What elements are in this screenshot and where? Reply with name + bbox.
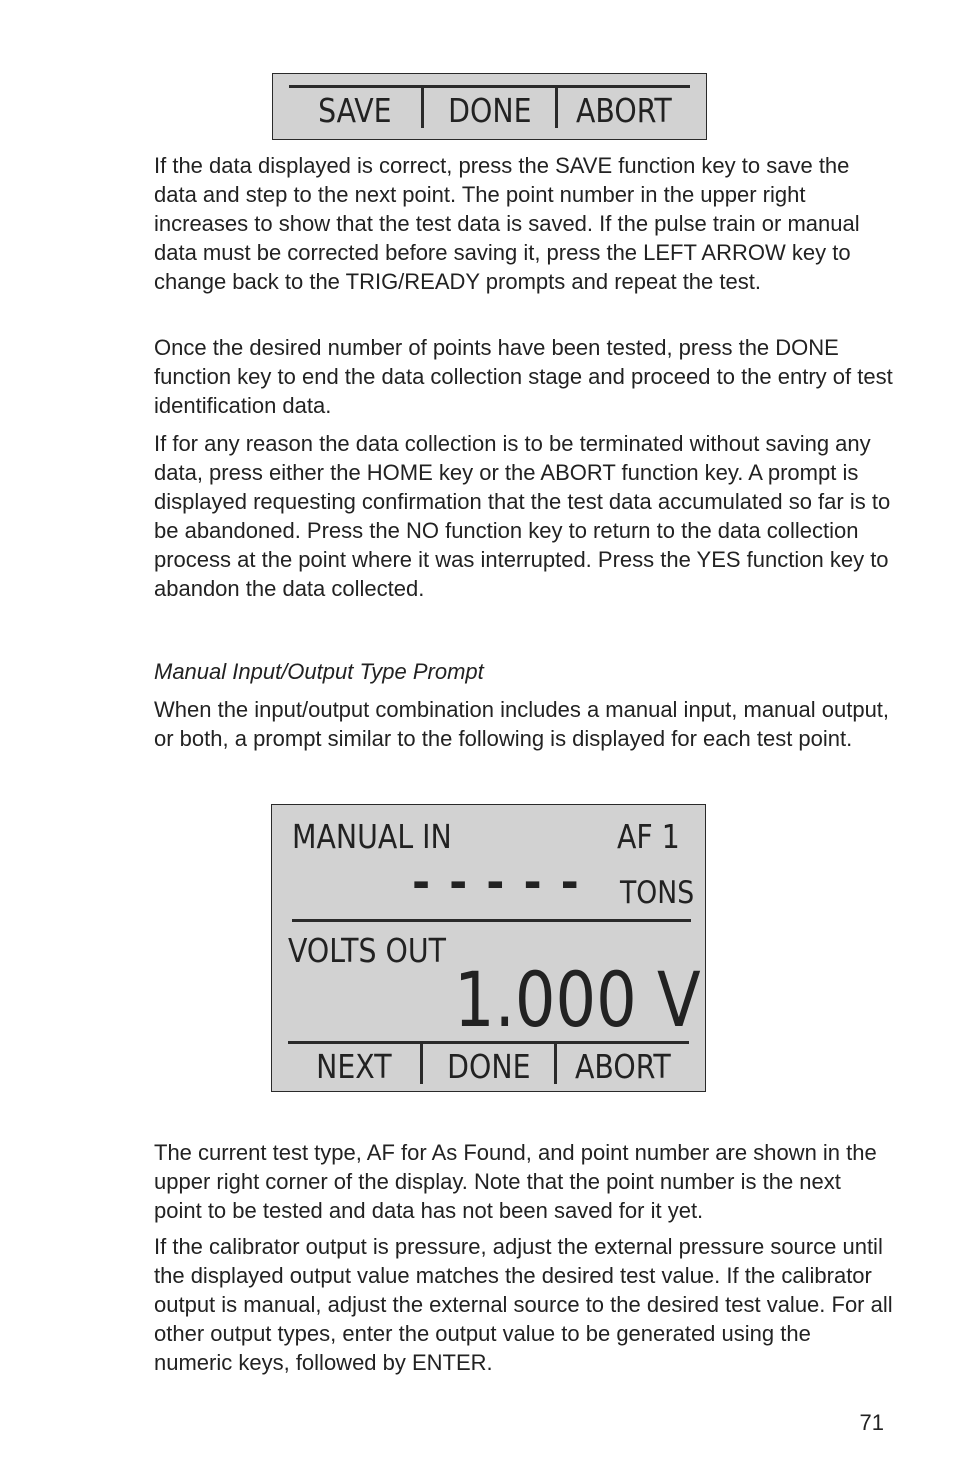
paragraph-done: Once the desired number of points have been tested, press the DONE function key to end the data collection stage and proceed to the entry of test identification data. (154, 335, 893, 418)
page-number: 71 (859, 1410, 884, 1435)
save-key: SAVE (318, 91, 392, 130)
abort-key: ABORT (576, 91, 673, 130)
display-divider (292, 919, 691, 922)
input-label: MANUAL IN (292, 817, 452, 856)
paragraph-abort: If for any reason the data collection is to be terminated without saving any data, press either the HOME key or the ABORT function key. A prompt is displayed requesting confirmation that the test data accumulated so far is to be abandoned. Press the NO function key to return to the data collection process at the point where it was interrupted. Press the YES function key to abandon the data collected. (154, 431, 891, 601)
paragraph-intro: When the input/output combination includes a manual input, manual output, or both, a prompt similar to the following is displayed for each test point. (154, 697, 890, 751)
output-value: 1.000 V (454, 955, 701, 1044)
function-key-display (272, 73, 707, 140)
function-key-row (288, 1041, 689, 1084)
section-heading: Manual Input/Output Type Prompt (154, 659, 484, 684)
key-divider (421, 88, 424, 128)
calibrator-display (271, 804, 706, 1092)
done-key: DONE (447, 91, 532, 130)
paragraph-calibrator-output: If the calibrator output is pressure, adjust the external pressure source until the displayed output value matches the desired test value. If the calibrator output is manual, adjust the external source to the desired test value. For all other output types, enter the output value to be generated using the numeric keys, followed by ENTER. (154, 1234, 893, 1375)
input-unit: TONS (620, 875, 695, 911)
output-label: VOLTS OUT (288, 931, 446, 970)
next-key: NEXT (316, 1047, 392, 1086)
input-value: - - - - - (412, 855, 581, 909)
paragraph-test-type: The current test type, AF for As Found, and point number are shown in the upper right corner of the display. Note that the point number is the next point to be tested and data has not been saved for it yet. (154, 1140, 877, 1223)
abort-key: ABORT (575, 1047, 672, 1086)
paragraph-save: If the data displayed is correct, press the SAVE function key to save the data and step to the next point. The point number in the upper right increases to show that the test data is saved. If the pulse train or manual data must be corrected before saving it, press the LEFT ARROW key to change back to the TRIG/READY prompts and repeat the test. (154, 153, 860, 294)
test-status: AF 1 (617, 817, 680, 856)
key-divider (554, 1044, 557, 1084)
function-key-row (289, 85, 690, 128)
done-key: DONE (446, 1047, 531, 1086)
key-divider (420, 1044, 423, 1084)
key-divider (555, 88, 558, 128)
